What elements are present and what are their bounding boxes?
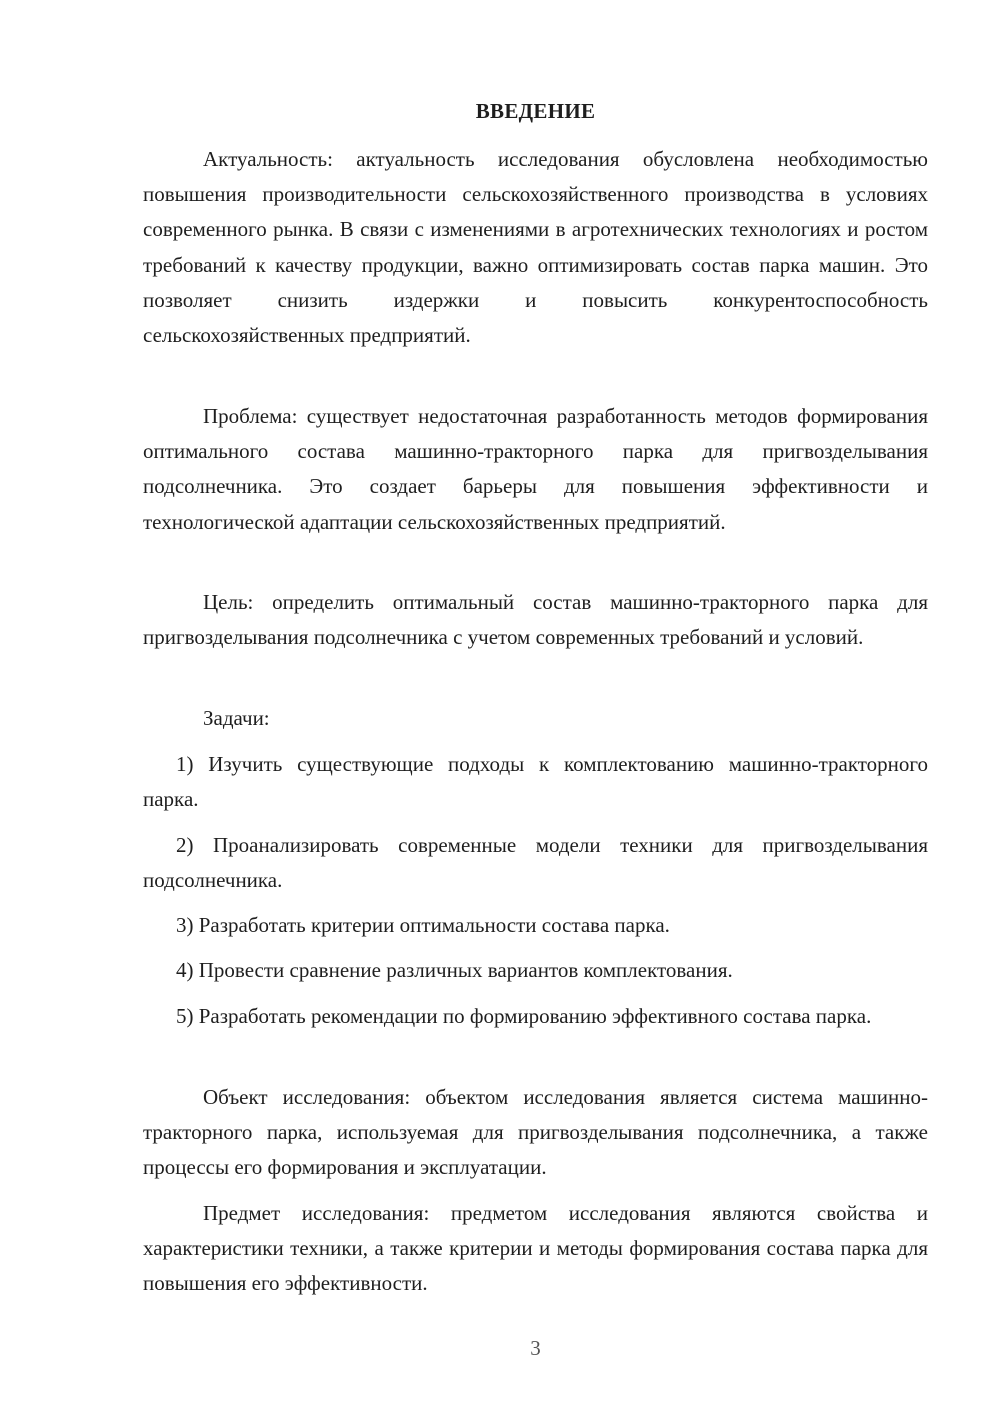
object-paragraph: Объект исследования: объектом исследования является система машинно-тракторного парка, используемая для пригвозделывания подсолнечника, а также процессы его формирования и эксплуатации. [143,1085,928,1180]
relevance-paragraph: Актуальность: актуальность исследования обусловлена необходимостью повышения производительности сельскохозяйственного производства в условиях современного рынка. В связи с изменениями в агротехнических технологиях и ростом требований к качеству продукции, важно оптимизировать состав парка машин. Это позволяет снизить издержки и повысить конкурентоспособность сельскохозяйственных предприятий. [143,147,928,348]
problem-paragraph: Проблема: существует недостаточная разработанность методов формирования оптимального состава машинно-тракторного парка для пригвозделывания подсолнечника. Это создает барьеры для повышения эффективности и технологической адаптации сельскохозяйственных предприятий. [143,404,928,534]
task-item-5: 5) Разработать рекомендации по формированию эффективного состава парка. [176,1004,872,1028]
subject-paragraph: Предмет исследования: предметом исследования являются свойства и характеристики техники, а также критерии и методы формирования состава парка для повышения его эффективности. [143,1201,928,1296]
task-item-2: 2) Проанализировать современные модели техники для пригвозделывания подсолнечника. [143,833,928,893]
task-item-4: 4) Провести сравнение различных вариантов комплектования. [176,958,733,982]
page-title: ВВЕДЕНИЕ [475,99,596,123]
goal-paragraph: Цель: определить оптимальный состав машинно-тракторного парка для пригвозделывания подсолнечника с учетом современных требований и условий. [143,590,928,650]
task-item-1: 1) Изучить существующие подходы к комплектованию машинно-тракторного парка. [143,752,928,812]
page-number: 3 [530,1336,541,1360]
tasks-heading: Задачи: [203,706,270,730]
task-item-3: 3) Разработать критерии оптимальности состава парка. [176,913,670,937]
